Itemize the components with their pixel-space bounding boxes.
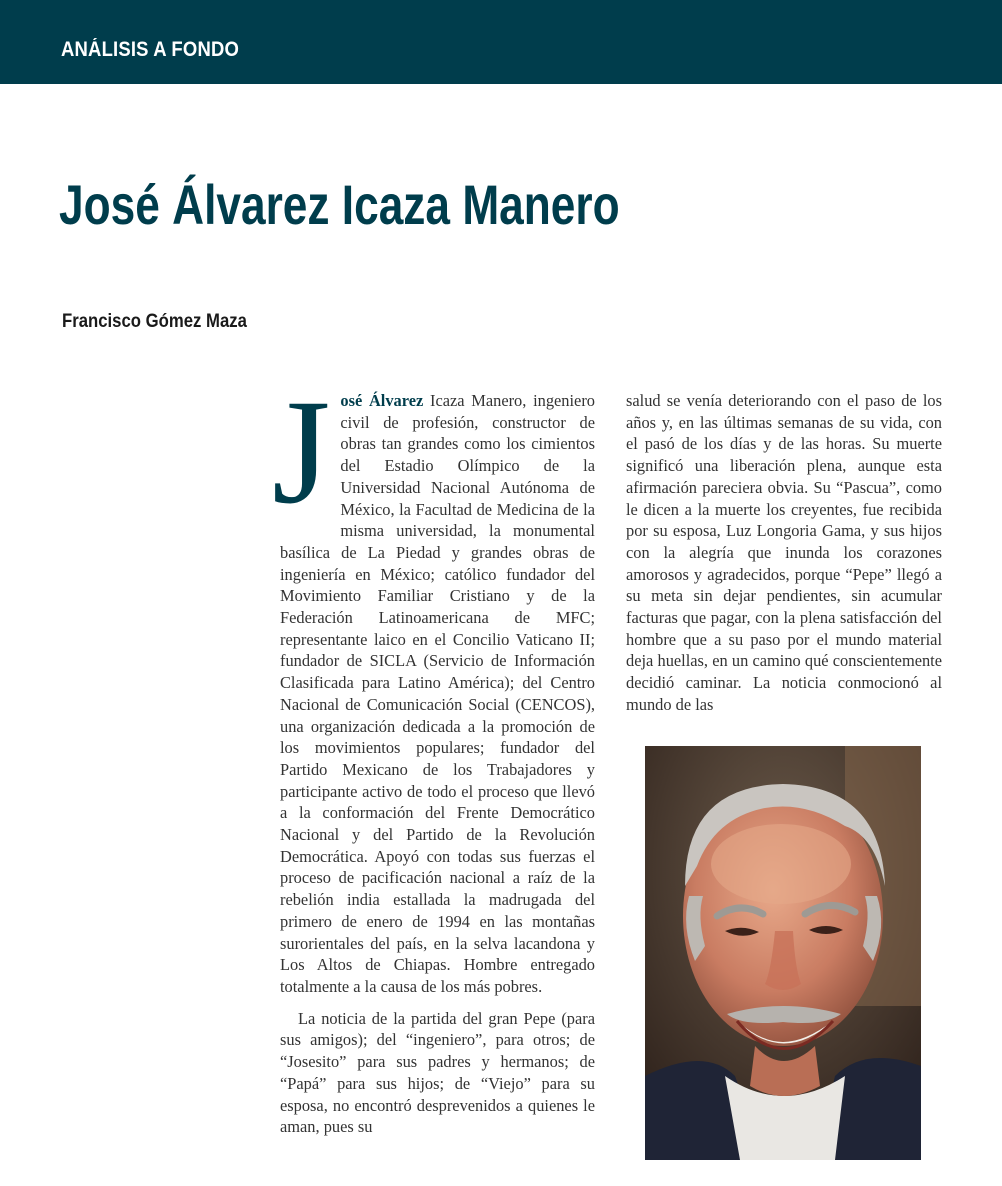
paragraph-1-text: Icaza Manero, ingeniero civil de profesión, constructor de obras tan grandes como los cimientos del Estadio Olímpico de la Universidad Nacional Autónoma de México, la Facultad de Medicina de la misma universidad, la monumental basílica de La Piedad y grandes obras de ingeniería en México; católico fundador del Movimiento Familiar Cristiano y de la Federación Latinoamericana de MFC; representante laico en el Concilio Vaticano II; fundador de SICLA (Servicio de Información Clasificada para Latino América); del Centro Nacional de Comunicación Social (CENCOS), una organización dedicada a la promoción de los movimientos populares; fundador del Partido Mexicano de los Trabajadores y participante activo de todo el proceso que llevó a la conformación del Frente Democrático Nacional y del Partido de la Revolución Democrática. Apoyó con todas sus fuerzas el proceso de pacificación nacional a raíz de la rebelión india estallada la madrugada del primero de enero de 1994 en las montañas surorientales del país, en la selva lacandona y Los Altos de Chiapas. Hombre entregado totalmente a la causa de los más pobres. bbox=[280, 391, 595, 996]
author-byline: Francisco Gómez Maza bbox=[62, 311, 247, 332]
article-paragraph-1 bbox=[272, 369, 595, 998]
article-column-left bbox=[272, 369, 595, 1138]
article-paragraph-2-continued: salud se venía deteriorando con el paso de los años y, en las últimas semanas de su vida, con el pasó de los días y de las horas. Su muerte significó una liberación plena, aunque esta afirmación pareciera obvia. Su “Pascua”, como le dicen a la muerte los creyentes, fue recibida por su esposa, Luz Longoria Gama, y sus hijos con la alegría que inunda los corazones amorosos y agradecidos, porque “Pepe” llegó a su meta sin dejar pendientes, sin acumular facturas que pagar, con la plena satisfacción del hombre que a su paso por el mundo material deja huellas, en un camino qué conscientemente decidió caminar. La noticia conmocionó al mundo de las bbox=[626, 391, 942, 714]
section-banner bbox=[0, 0, 1002, 84]
portrait-illustration bbox=[645, 746, 921, 1160]
article-paragraph-2: La noticia de la partida del gran Pepe (para sus amigos); del “ingeniero”, para otros; de “Josesito” para sus padres y hermanos; de “Papá” para sus hijos; de “Viejo” para su esposa, no encontró desprevenidos a quienes le aman, pues su bbox=[280, 1008, 595, 1137]
portrait-photo bbox=[645, 746, 921, 1160]
drop-cap: J bbox=[272, 369, 331, 535]
article-column-right bbox=[626, 390, 942, 716]
article-title: José Álvarez Icaza Manero bbox=[59, 173, 620, 236]
lead-name: osé Álvarez bbox=[340, 391, 424, 410]
section-label: ANÁLISIS A FONDO bbox=[61, 38, 240, 61]
